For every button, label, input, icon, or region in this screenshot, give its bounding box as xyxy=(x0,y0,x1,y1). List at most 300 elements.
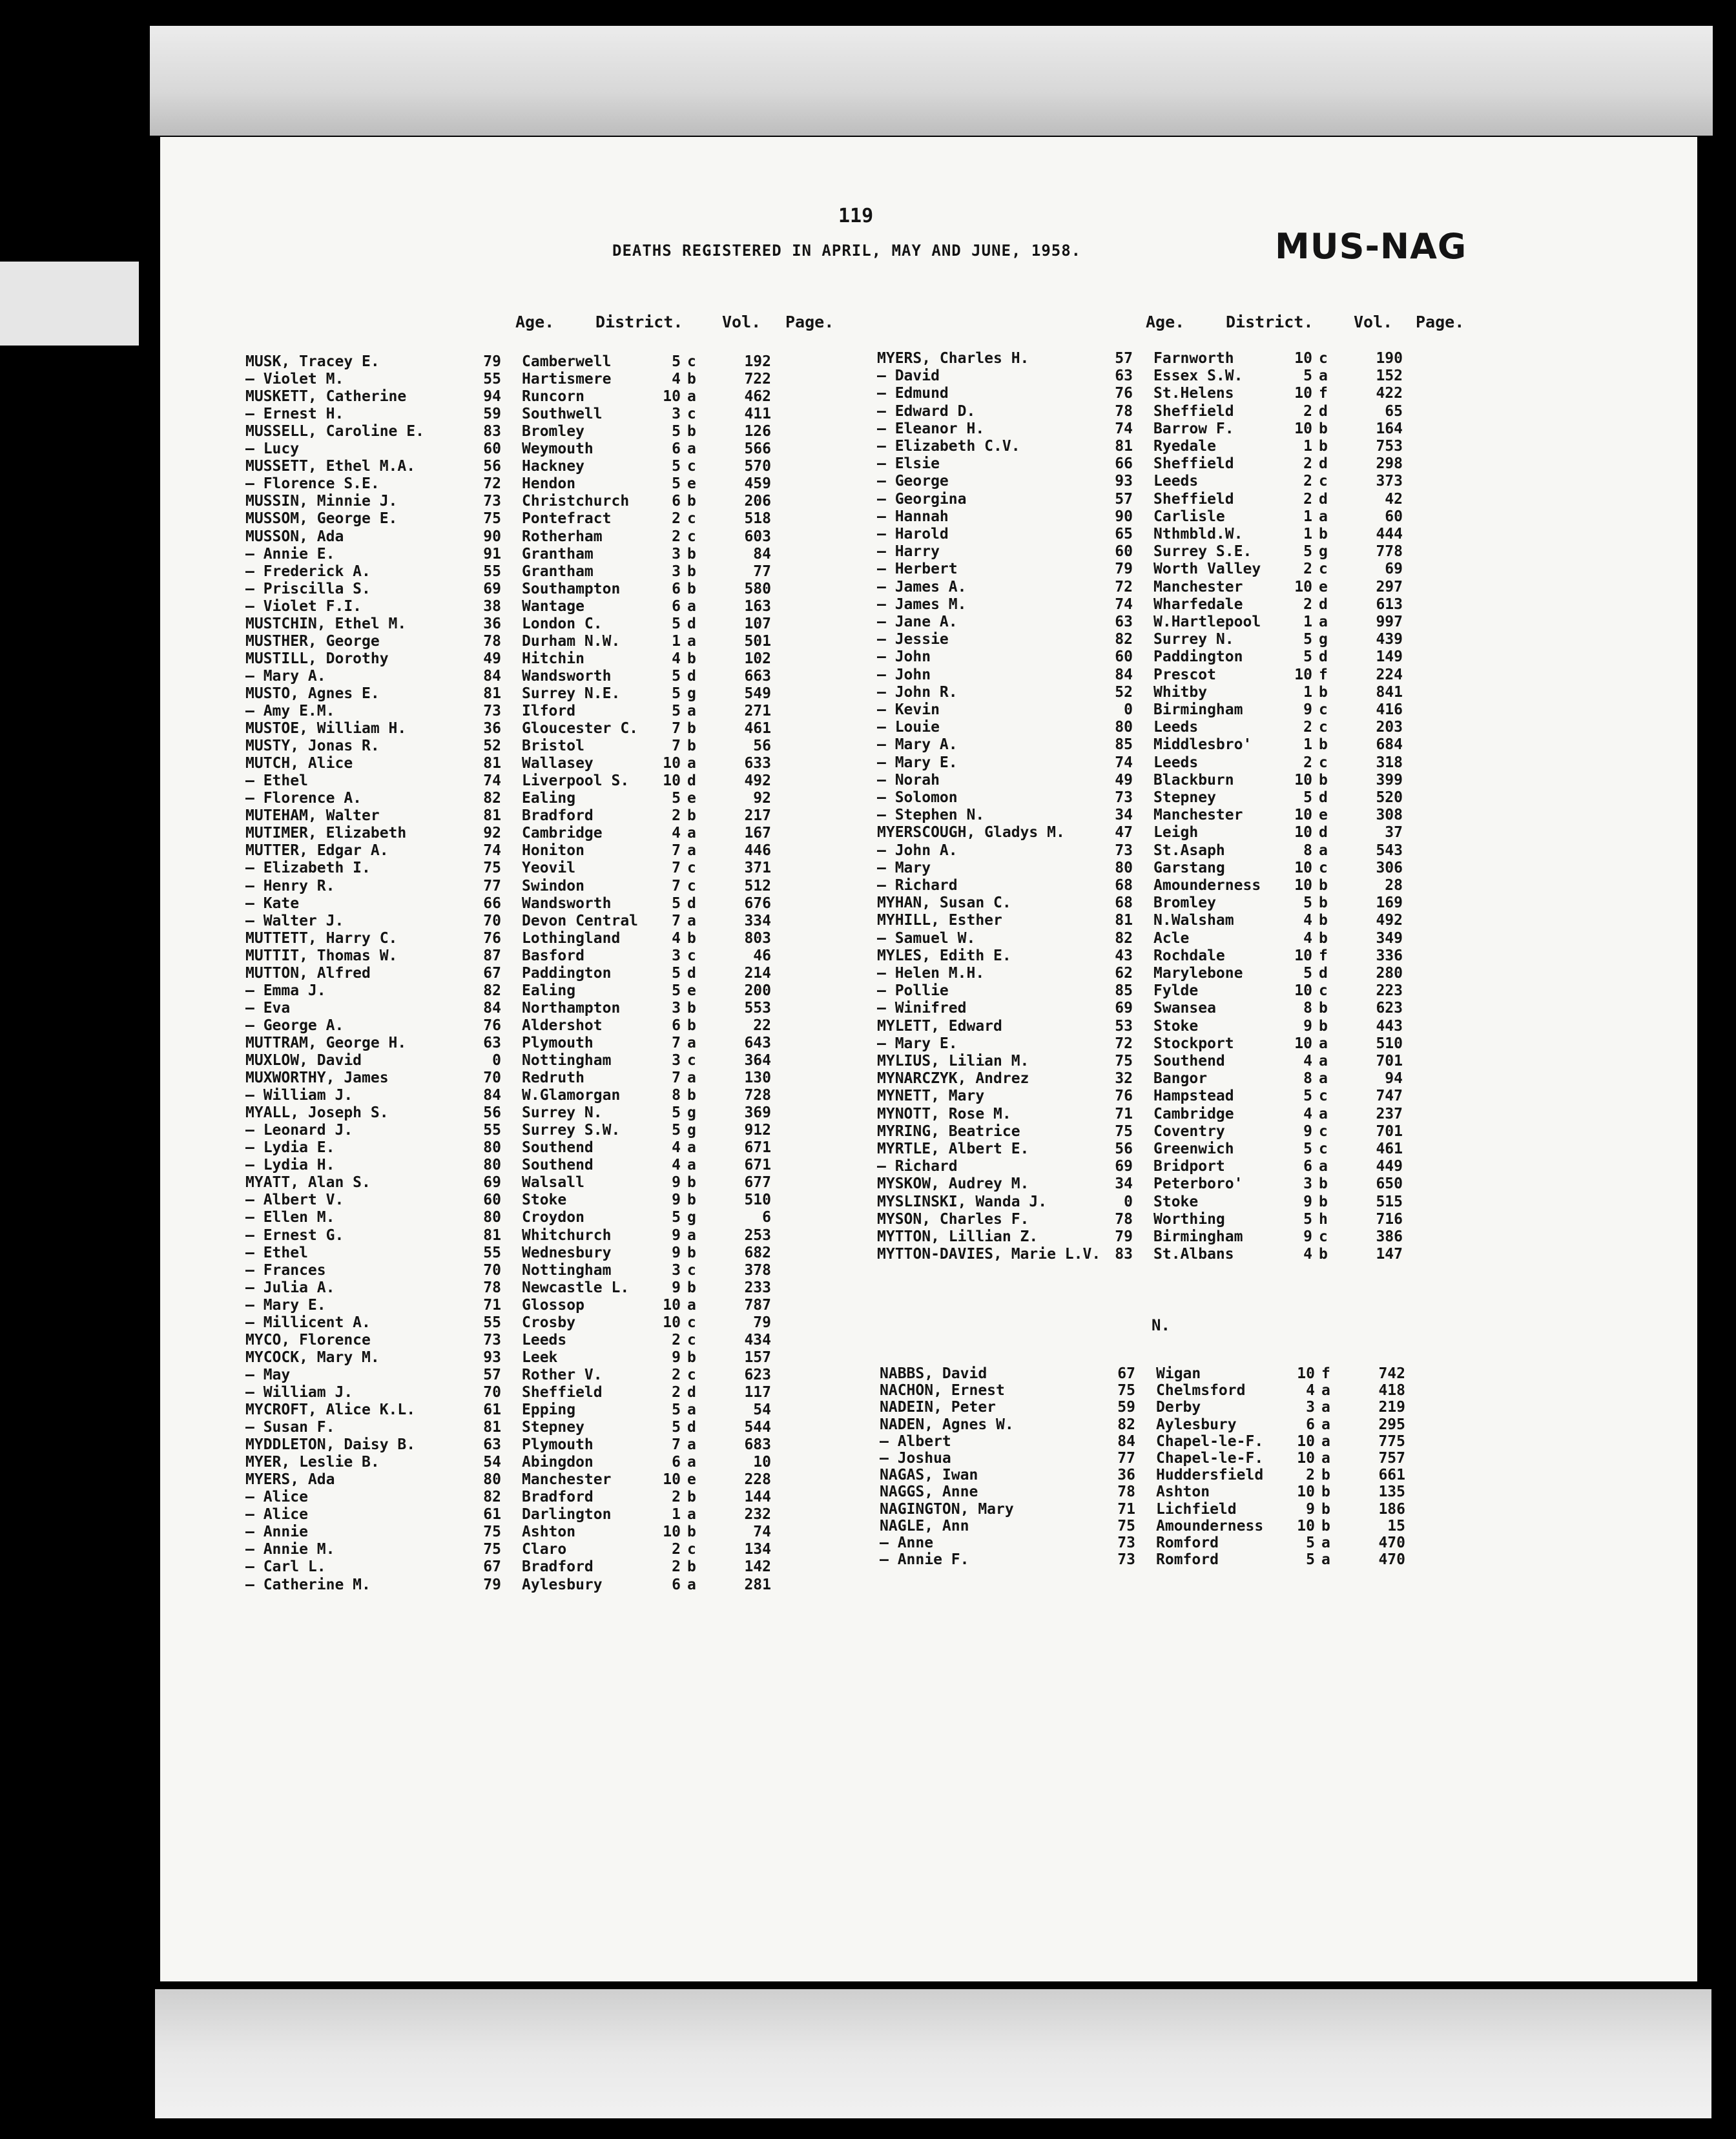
entry-name: MYNOTT, Rose M. xyxy=(877,1105,1011,1122)
entry-district: Runcorn xyxy=(522,388,584,406)
entry-district: Surrey N. xyxy=(1153,631,1234,648)
entry-age: 34 xyxy=(1115,1175,1133,1193)
entry-age: 62 xyxy=(1115,965,1133,982)
register-entry xyxy=(245,1192,820,1209)
register-entry xyxy=(877,455,1452,473)
register-entry xyxy=(877,860,1452,877)
entry-volume-number: 1 xyxy=(1303,736,1312,754)
entry-volume-number: 10 xyxy=(1294,666,1312,683)
entry-volume-number: 9 xyxy=(672,1348,681,1366)
entry-volume-letter: f xyxy=(1319,385,1328,402)
entry-page-number: 682 xyxy=(744,1244,771,1261)
entry-volume-number: 4 xyxy=(672,929,681,947)
entry-page-number: 233 xyxy=(744,1279,771,1296)
entry-age: 93 xyxy=(483,1348,501,1366)
entry-name: — Walter J. xyxy=(245,912,344,929)
entry-name: — Eleanor H. xyxy=(877,420,985,437)
entry-page-number: 623 xyxy=(744,1366,771,1383)
entry-district: Hitchin xyxy=(522,650,584,667)
register-entry xyxy=(880,1433,1454,1451)
entry-name: — William J. xyxy=(245,1383,353,1401)
entry-name: MUSSELL, Caroline E. xyxy=(245,423,424,440)
entry-page-number: 74 xyxy=(753,1524,771,1541)
entry-age: 81 xyxy=(483,807,501,825)
entry-age: 71 xyxy=(1117,1500,1135,1518)
entry-volume-number: 10 xyxy=(1294,877,1312,894)
entry-age: 0 xyxy=(1124,1193,1133,1210)
register-entry xyxy=(245,353,820,371)
entry-name: — Mary E. xyxy=(877,754,958,771)
register-entry xyxy=(877,789,1452,807)
entry-name: MYCOCK, Mary M. xyxy=(245,1348,380,1366)
entry-age: 57 xyxy=(1115,350,1133,367)
entry-name: NABBS, David xyxy=(880,1365,987,1382)
entry-page-number: 253 xyxy=(744,1226,771,1244)
entry-volume-letter: a xyxy=(687,703,696,719)
entry-page-number: 501 xyxy=(744,632,771,650)
entry-district: Abingdon xyxy=(522,1454,594,1471)
entry-volume-letter: g xyxy=(687,685,696,702)
entry-name: — Pollie xyxy=(877,982,949,1000)
entry-volume-number: 2 xyxy=(672,807,681,825)
entry-age: 70 xyxy=(483,912,501,929)
register-entry xyxy=(245,1454,820,1471)
entry-name: MYNARCZYK, Andrez xyxy=(877,1070,1029,1088)
entry-page-number: 56 xyxy=(753,738,771,755)
entry-page-number: 518 xyxy=(744,510,771,528)
entry-volume-number: 7 xyxy=(672,1070,681,1087)
entry-district: Hendon xyxy=(522,475,576,493)
entry-page-number: 439 xyxy=(1376,631,1403,648)
entry-page-number: 515 xyxy=(1376,1193,1403,1210)
entry-volume-number: 4 xyxy=(1306,1382,1315,1400)
entry-volume-letter: d xyxy=(687,615,696,632)
entry-page-number: 757 xyxy=(1378,1450,1405,1467)
entry-district: Hampstead xyxy=(1153,1088,1234,1105)
entry-page-number: 297 xyxy=(1376,578,1403,595)
entry-name: MYLES, Edith E. xyxy=(877,947,1011,964)
entry-name: — Alice xyxy=(245,1489,308,1506)
entry-age: 60 xyxy=(483,440,501,458)
entry-volume-number: 10 xyxy=(663,772,681,790)
entry-district: Stockport xyxy=(1153,1035,1234,1052)
register-entry xyxy=(245,581,820,598)
entry-name: MUXLOW, David xyxy=(245,1052,362,1069)
entry-age: 94 xyxy=(483,388,501,406)
entry-age: 75 xyxy=(483,1541,501,1558)
register-entry xyxy=(245,650,820,668)
entry-volume-letter: f xyxy=(1321,1365,1330,1382)
entry-name: MYCROFT, Alice K.L. xyxy=(245,1401,416,1418)
register-entry xyxy=(877,1070,1452,1088)
entry-name: — Albert V. xyxy=(245,1192,344,1209)
entry-age: 76 xyxy=(1115,1088,1133,1105)
entry-volume-number: 5 xyxy=(672,703,681,719)
entry-volume-letter: d xyxy=(687,772,696,790)
entry-name: — Priscilla S. xyxy=(245,580,371,597)
entry-page-number: 449 xyxy=(1376,1158,1403,1175)
entry-volume-letter: c xyxy=(687,877,696,894)
entry-name: — George A. xyxy=(245,1017,344,1034)
entry-page-number: 684 xyxy=(1376,736,1403,754)
entry-volume-letter: g xyxy=(1319,543,1328,561)
entry-page-number: 142 xyxy=(744,1558,771,1576)
entry-page-number: 214 xyxy=(744,964,771,982)
entry-volume-letter: e xyxy=(687,1471,696,1489)
register-entry xyxy=(877,438,1452,455)
entry-volume-number: 10 xyxy=(663,755,681,772)
register-entry xyxy=(877,965,1452,982)
entry-name: — Carl L. xyxy=(245,1558,326,1576)
entry-page-number: 676 xyxy=(744,894,771,912)
entry-page-number: 232 xyxy=(744,1506,771,1524)
register-entry xyxy=(245,1017,820,1035)
entry-district: Coventry xyxy=(1153,1122,1225,1140)
entry-district: Ashton xyxy=(1156,1483,1210,1501)
entry-page-number: 219 xyxy=(1378,1399,1405,1416)
entry-page-number: 671 xyxy=(744,1139,771,1157)
entry-district: Grantham xyxy=(522,545,594,563)
entry-volume-number: 9 xyxy=(1303,1122,1312,1140)
entry-age: 84 xyxy=(483,1087,501,1104)
entry-name: — Mary A. xyxy=(877,736,958,754)
register-page xyxy=(160,137,1697,1981)
entry-name: — Eva xyxy=(245,999,291,1017)
entry-volume-letter: b xyxy=(1319,683,1328,701)
entry-volume-letter: e xyxy=(1319,578,1328,595)
entry-page-number: 775 xyxy=(1378,1432,1405,1450)
entry-district: Huddersfield xyxy=(1156,1467,1264,1484)
entry-district: Lichfield xyxy=(1156,1500,1237,1518)
entry-name: — Millicent A. xyxy=(245,1314,371,1331)
entry-district: Sheffield xyxy=(522,1383,603,1401)
entry-volume-number: 6 xyxy=(672,597,681,615)
entry-name: NAGLE, Ann xyxy=(880,1517,969,1534)
entry-page-number: 510 xyxy=(1376,1035,1403,1052)
entry-age: 78 xyxy=(1115,1210,1133,1228)
entry-volume-number: 5 xyxy=(1306,1534,1315,1551)
register-entry xyxy=(877,473,1452,490)
entry-name: NAGINGTON, Mary xyxy=(880,1500,1014,1518)
entry-page-number: 661 xyxy=(1378,1467,1405,1484)
entry-district: Stoke xyxy=(1153,1017,1199,1035)
entry-age: 84 xyxy=(483,667,501,685)
entry-age: 84 xyxy=(1115,666,1133,683)
entry-name: MYRING, Beatrice xyxy=(877,1122,1020,1140)
entry-age: 73 xyxy=(483,493,501,510)
entry-volume-letter: b xyxy=(687,738,696,755)
entry-page-number: 663 xyxy=(744,667,771,685)
entry-volume-number: 2 xyxy=(1303,595,1312,613)
entry-volume-letter: c xyxy=(687,353,696,370)
entry-volume-number: 5 xyxy=(672,964,681,982)
entry-page-number: 512 xyxy=(744,877,771,894)
register-entry xyxy=(245,1558,820,1576)
entry-volume-letter: b xyxy=(687,371,696,388)
section-label-n: N. xyxy=(1152,1316,1170,1334)
entry-volume-letter: b xyxy=(687,1489,696,1506)
entry-volume-number: 1 xyxy=(672,1506,681,1524)
entry-page-number: 169 xyxy=(1376,894,1403,912)
entry-district: Sheffield xyxy=(1153,490,1234,508)
register-entry xyxy=(245,1174,820,1192)
entry-age: 76 xyxy=(483,1017,501,1034)
entry-volume-number: 3 xyxy=(1306,1399,1315,1416)
entry-volume-number: 10 xyxy=(1294,824,1312,842)
register-entry xyxy=(877,1018,1452,1035)
entry-district: Claro xyxy=(522,1541,567,1558)
register-entry xyxy=(245,703,820,720)
entry-volume-number: 10 xyxy=(1294,807,1312,824)
entry-age: 57 xyxy=(483,1366,501,1383)
entry-volume-number: 6 xyxy=(672,580,681,597)
entry-volume-letter: b xyxy=(1319,1246,1328,1263)
register-entry xyxy=(245,965,820,982)
entry-age: 73 xyxy=(1115,842,1133,859)
entry-district: Wandsworth xyxy=(522,667,612,685)
entry-age: 65 xyxy=(1115,526,1133,542)
entry-page-number: 46 xyxy=(753,947,771,964)
entry-volume-letter: c xyxy=(687,947,696,964)
entry-volume-letter: b xyxy=(1321,1517,1330,1534)
entry-name: — Catherine M. xyxy=(245,1576,371,1593)
entry-page-number: 152 xyxy=(1376,367,1403,385)
entry-age: 0 xyxy=(492,1052,501,1069)
entry-volume-number: 5 xyxy=(672,1419,681,1436)
entry-page-number: 613 xyxy=(1376,595,1403,613)
entry-volume-number: 6 xyxy=(1303,1158,1312,1175)
entry-page-number: 157 xyxy=(744,1348,771,1366)
entry-volume-number: 5 xyxy=(1303,1141,1312,1157)
entry-volume-number: 10 xyxy=(1297,1365,1315,1382)
entry-district: Leeds xyxy=(1153,719,1199,736)
entry-age: 91 xyxy=(483,545,501,563)
entry-age: 82 xyxy=(1115,929,1133,947)
entry-name: — Joshua xyxy=(880,1450,951,1467)
entry-name: MYALL, Joseph S. xyxy=(245,1104,389,1122)
entry-name: MUTTER, Edgar A. xyxy=(245,842,389,860)
entry-age: 81 xyxy=(1115,438,1133,455)
entry-volume-number: 9 xyxy=(672,1279,681,1296)
entry-name: MUSSIN, Minnie J. xyxy=(245,493,398,510)
entry-district: Redruth xyxy=(522,1070,584,1087)
entry-volume-number: 1 xyxy=(1303,508,1312,525)
entry-age: 55 xyxy=(483,1122,501,1139)
entry-name: NADEIN, Peter xyxy=(880,1399,997,1416)
entry-page-number: 543 xyxy=(1376,842,1403,859)
entry-volume-number: 2 xyxy=(672,510,681,528)
entry-volume-letter: c xyxy=(1319,1228,1328,1245)
entry-page-number: 42 xyxy=(1385,490,1403,508)
register-entry xyxy=(877,912,1452,929)
entry-name: MUSTO, Agnes E. xyxy=(245,685,380,702)
entry-age: 75 xyxy=(1117,1517,1135,1534)
entry-volume-number: 3 xyxy=(672,1052,681,1069)
entry-volume-number: 5 xyxy=(672,982,681,999)
entry-page-number: 147 xyxy=(1376,1246,1403,1263)
entry-name: — Lydia H. xyxy=(245,1157,335,1174)
entry-volume-letter: a xyxy=(1321,1432,1330,1450)
entry-volume-letter: a xyxy=(687,1454,696,1471)
entry-name: — Stephen N. xyxy=(877,807,985,824)
entry-volume-number: 5 xyxy=(1303,543,1312,561)
entry-volume-number: 10 xyxy=(1297,1432,1315,1450)
entry-age: 54 xyxy=(483,1454,501,1471)
register-entry xyxy=(877,1228,1452,1246)
entry-volume-number: 4 xyxy=(1303,912,1312,929)
entry-page-number: 65 xyxy=(1385,402,1403,420)
entry-page-number: 803 xyxy=(744,929,771,947)
entry-age: 69 xyxy=(1115,1000,1133,1017)
entry-page-number: 37 xyxy=(1385,824,1403,842)
entry-district: Bromley xyxy=(522,423,584,440)
entry-name: — May xyxy=(245,1366,291,1383)
entry-volume-letter: c xyxy=(687,528,696,545)
entry-volume-letter: d xyxy=(687,1383,696,1401)
register-entry xyxy=(877,1035,1452,1053)
entry-page-number: 22 xyxy=(753,1017,771,1034)
entry-district: Nottingham xyxy=(522,1261,612,1279)
entry-name: MUTTRAM, George H. xyxy=(245,1034,407,1051)
register-entry xyxy=(245,1576,820,1594)
entry-page-number: 298 xyxy=(1376,455,1403,473)
register-entry xyxy=(877,403,1452,420)
register-entry xyxy=(245,1087,820,1104)
register-entry xyxy=(877,754,1452,772)
entry-age: 75 xyxy=(1115,1053,1133,1070)
entry-district: Epping xyxy=(522,1401,576,1418)
entry-district: Northampton xyxy=(522,999,621,1017)
entry-district: Hackney xyxy=(522,458,584,475)
entry-district: St.Helens xyxy=(1153,385,1234,402)
entry-age: 70 xyxy=(483,1070,501,1087)
entry-district: St.Albans xyxy=(1153,1246,1234,1263)
entry-name: MYTTON, Lillian Z. xyxy=(877,1228,1038,1245)
entry-volume-number: 1 xyxy=(1303,526,1312,542)
entry-volume-letter: a xyxy=(687,825,696,842)
entry-page-number: 144 xyxy=(744,1489,771,1506)
entry-volume-number: 7 xyxy=(672,738,681,755)
register-entry xyxy=(877,648,1452,666)
entry-volume-number: 4 xyxy=(1303,1246,1312,1263)
entry-page-number: 295 xyxy=(1378,1416,1405,1433)
register-entry xyxy=(877,631,1452,648)
entry-page-number: 470 xyxy=(1378,1551,1405,1569)
register-entry xyxy=(245,947,820,965)
entry-name: — Ethel xyxy=(245,1244,308,1261)
entry-age: 34 xyxy=(1115,807,1133,824)
register-entry xyxy=(877,1194,1452,1211)
entry-page-number: 271 xyxy=(744,703,771,719)
entry-district: Fylde xyxy=(1153,982,1199,1000)
entry-volume-letter: b xyxy=(687,1348,696,1366)
entry-page-number: 334 xyxy=(744,912,771,929)
right-age-header: Age. xyxy=(1146,313,1185,331)
entry-page-number: 386 xyxy=(1376,1228,1403,1245)
entry-volume-letter: a xyxy=(687,842,696,860)
entry-volume-letter: b xyxy=(687,929,696,947)
entry-age: 60 xyxy=(1115,543,1133,561)
entry-page-number: 580 xyxy=(744,580,771,597)
entry-volume-number: 8 xyxy=(1303,842,1312,859)
entry-volume-number: 3 xyxy=(672,947,681,964)
entry-volume-number: 5 xyxy=(1306,1551,1315,1569)
entry-age: 81 xyxy=(1115,912,1133,929)
register-entry xyxy=(245,738,820,755)
entry-district: Southend xyxy=(1153,1053,1225,1070)
entry-name: MUSTCHIN, Ethel M. xyxy=(245,615,407,632)
entry-volume-number: 3 xyxy=(672,999,681,1017)
entry-age: 53 xyxy=(1115,1017,1133,1035)
entry-volume-letter: d xyxy=(687,667,696,685)
entry-page-number: 633 xyxy=(744,755,771,772)
entry-district: Leeds xyxy=(522,1331,567,1348)
entry-district: Bangor xyxy=(1153,1070,1208,1088)
register-entry xyxy=(245,1122,820,1139)
register-entry xyxy=(245,598,820,615)
entry-page-number: 364 xyxy=(744,1052,771,1069)
entry-volume-number: 10 xyxy=(1297,1483,1315,1501)
entry-volume-number: 9 xyxy=(1303,1228,1312,1245)
entry-district: Romford xyxy=(1156,1551,1219,1569)
entry-volume-number: 10 xyxy=(1297,1450,1315,1467)
entry-page-number: 371 xyxy=(744,860,771,877)
entry-district: Wandsworth xyxy=(522,894,612,912)
entry-name: — Julia A. xyxy=(245,1279,335,1296)
register-entry xyxy=(877,736,1452,754)
entry-district: Basford xyxy=(522,947,584,964)
entry-district: Leeds xyxy=(1153,754,1199,771)
entry-volume-letter: b xyxy=(1321,1467,1330,1484)
entry-volume-letter: b xyxy=(1319,1000,1328,1017)
entry-name: — Ethel xyxy=(245,772,308,790)
entry-district: Bradford xyxy=(522,1558,594,1576)
entry-volume-letter: d xyxy=(1319,595,1328,613)
entry-volume-letter: d xyxy=(1319,965,1328,982)
entry-age: 74 xyxy=(1115,420,1133,437)
entry-volume-number: 4 xyxy=(672,825,681,842)
entry-district: Peterboro' xyxy=(1153,1175,1243,1193)
entry-volume-letter: a xyxy=(687,1506,696,1524)
entry-name: MUTTIT, Thomas W. xyxy=(245,947,398,964)
entry-volume-number: 4 xyxy=(672,371,681,388)
entry-name: — Harry xyxy=(877,543,940,561)
register-entry xyxy=(877,579,1452,596)
entry-volume-letter: c xyxy=(687,458,696,475)
entry-volume-letter: b xyxy=(1319,771,1328,789)
entry-page-number: 443 xyxy=(1376,1017,1403,1035)
entry-volume-letter: b xyxy=(1319,420,1328,437)
entry-district: Paddington xyxy=(1153,648,1243,666)
entry-district: Crosby xyxy=(522,1314,576,1331)
entry-district: Walsall xyxy=(522,1174,584,1192)
register-entry xyxy=(245,528,820,546)
entry-name: — Edward D. xyxy=(877,402,976,420)
entry-volume-number: 6 xyxy=(672,440,681,458)
register-entry xyxy=(877,350,1452,367)
entry-page-number: 102 xyxy=(744,650,771,667)
entry-volume-letter: c xyxy=(687,406,696,423)
entry-volume-letter: a xyxy=(687,1139,696,1157)
register-entry xyxy=(245,825,820,842)
entry-volume-letter: a xyxy=(1319,367,1328,385)
entry-volume-letter: b xyxy=(687,720,696,738)
entry-name: — Kate xyxy=(245,894,300,912)
entry-volume-number: 4 xyxy=(1303,1053,1312,1070)
register-entry xyxy=(245,371,820,388)
entry-district: Stepney xyxy=(1153,789,1216,806)
entry-page-number: 130 xyxy=(744,1070,771,1087)
